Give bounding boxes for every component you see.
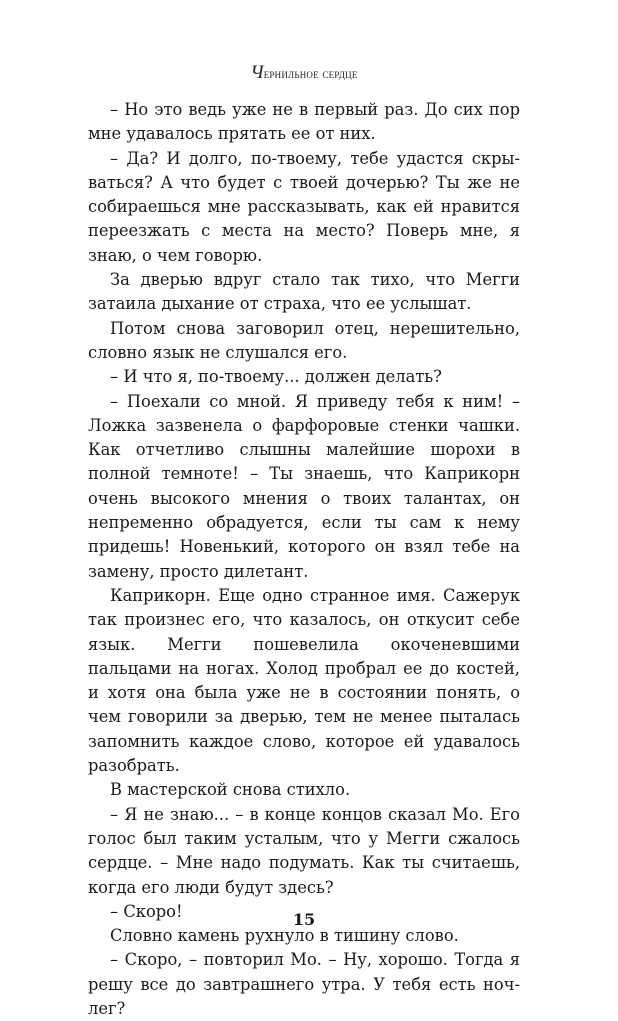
running-title: [88, 62, 520, 84]
paragraph: – Да? И долго, по-твоему, тебе удастся скрываться? А что будет с твоей дочерью? Ты же не собираешься мне рассказывать, как ей нравится переезжать с места на место? Поверь мне, я знаю, о чем говорю.: [88, 148, 520, 265]
paragraph: – Скоро, – повторил Мо. – Ну, хорошо. Тогда я решу все до завтрашнего утра. У тебя есть ночлег?: [88, 950, 520, 1018]
paragraph: Потом снова заговорил отец, нерешительно, словно язык не слушался его.: [88, 318, 520, 362]
paragraph: – Скоро!: [110, 901, 183, 921]
body-text: [88, 98, 520, 1021]
paragraph: – Я не знаю... – в конце концов сказал Мо. Его голос был таким усталым, что у Мегги сжалось сердце. – Мне надо подумать. Как ты считаешь, когда его люди будут здесь?: [88, 804, 520, 897]
paragraph: Каприкорн. Еще одно странное имя. Сажерук так произнес его, что казалось, он откусит себе язык. Мегги пошевелила окоченевшими пальцами на ногах. Холод пробрал ее до костей, и хотя она была уже не в состоянии понять, о чем говорили за дверью, тем не менее пыталась запомнить каждое слово, которое ей удавалось разобрать.: [88, 585, 520, 776]
running-title-initial: Ч: [250, 62, 264, 83]
running-title-rest: ернильное сердце: [263, 66, 358, 81]
paragraph: – Поехали со мной. Я приведу тебя к ним! – Ложка зазвенела о фарфоровые стенки чашки. Как отчетливо слышны малейшие шорохи в полной темноте! – Ты знаешь, что Каприкорн очень высокого мнения о твоих талантах, он непременно обрадуется, если ты сам к нему придешь! Новенький, которого он взял тебе на замену, просто дилетант.: [88, 391, 520, 581]
paragraph: За дверью вдруг стало так тихо, что Мегги затаила дыхание от страха, что ее услышат.: [88, 270, 520, 314]
paragraph: – Но это ведь уже не в первый раз. До сих пор мне удавалось прятать ее от них.: [88, 100, 520, 144]
book-page: [88, 0, 520, 1018]
page-number: 15: [292, 910, 316, 929]
paragraph: В мастерской снова стихло.: [110, 780, 351, 800]
paragraph: – И что я, по-твоему... должен делать?: [110, 367, 442, 387]
paragraph: Словно камень рухнуло в тишину слово.: [110, 926, 459, 946]
